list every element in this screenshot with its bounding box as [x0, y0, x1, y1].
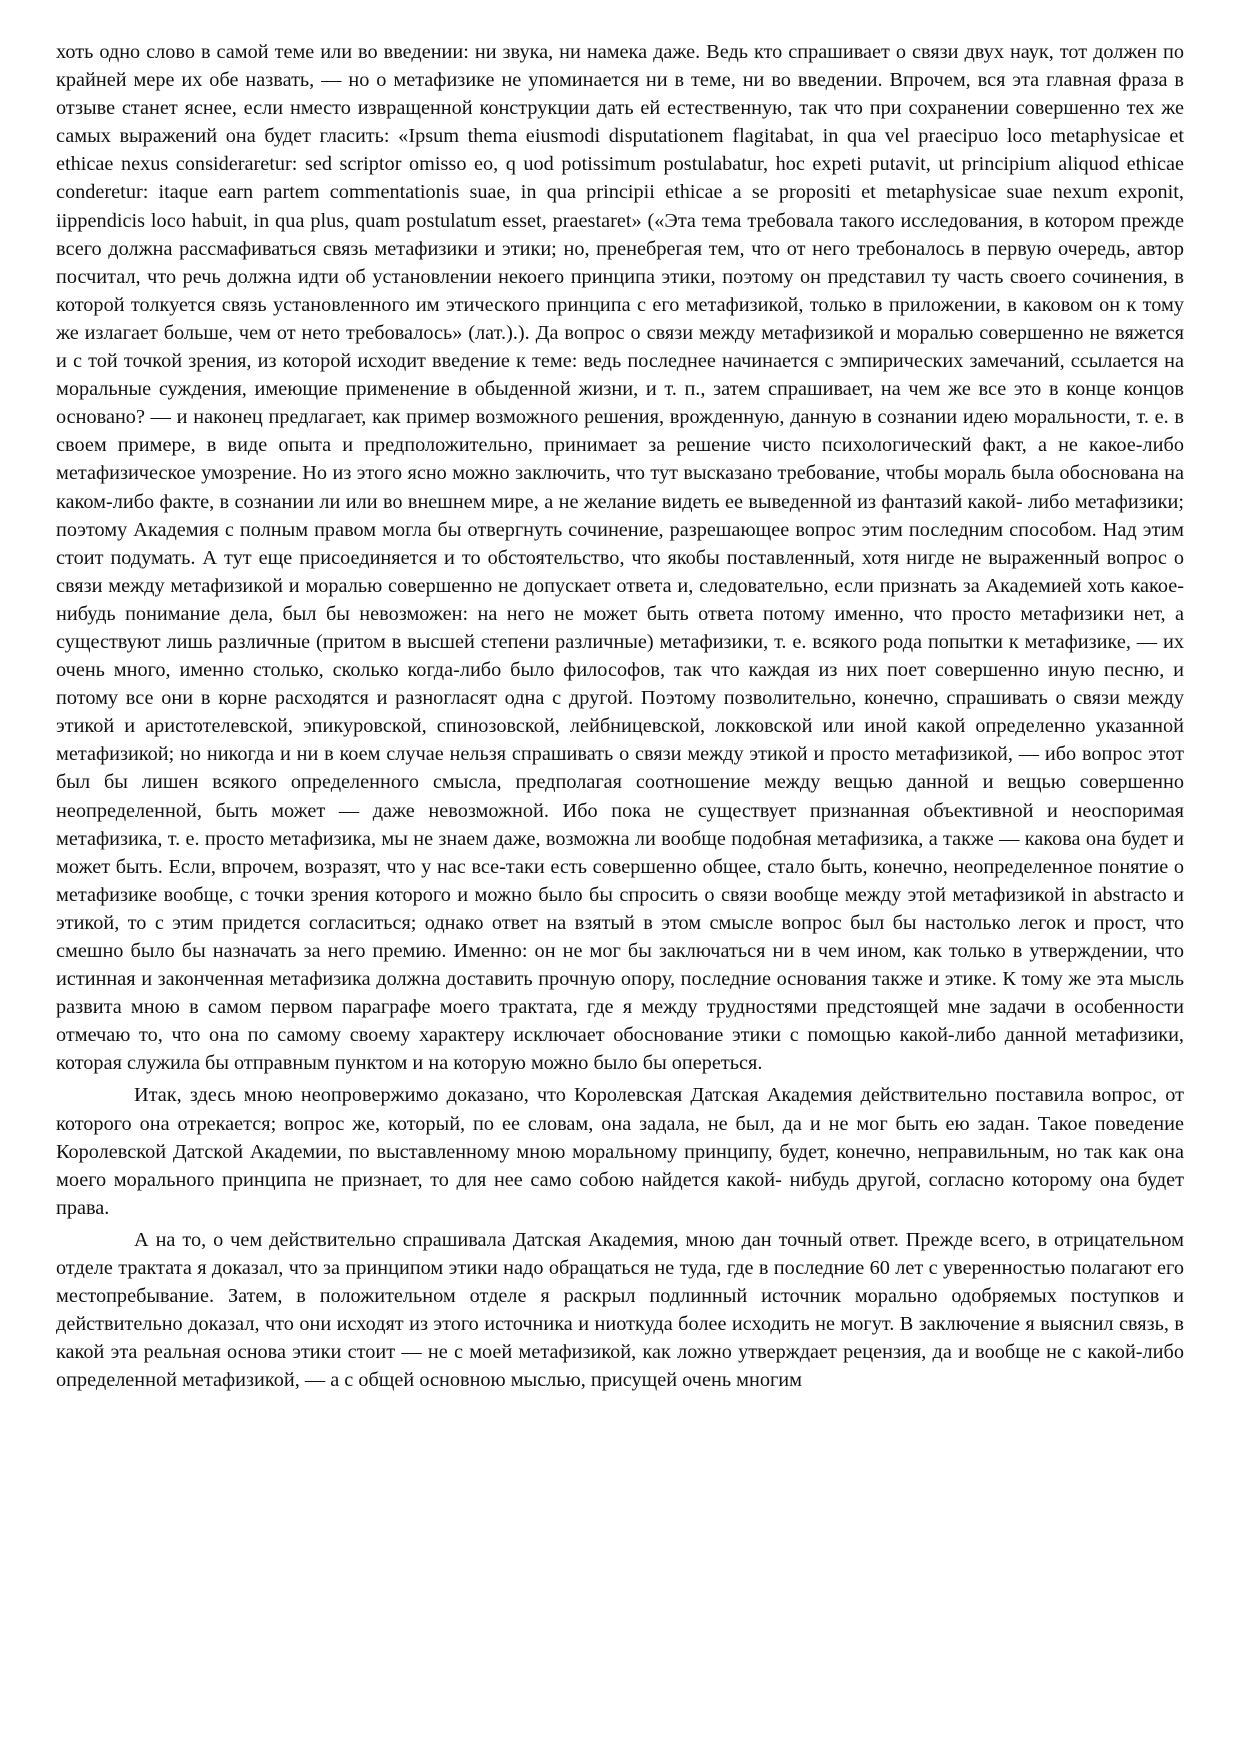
- document-page: [56, 38, 1184, 1395]
- paragraph-2: Итак, здесь мною неопровержимо доказано, что Королевская Датская Академия действительно поставила вопрос, от которого она отрекается; вопрос же, который, по ее словам, она задала, не был, да и не мог быть ею задан. Такое поведение Королевской Датской Академии, по выставленному мною моральному принципу, будет, конечно, неправильным, но так как она моего морального принципа не признает, то для нее само собою найдется какой- нибудь другой, согласно которому она будет права.: [56, 1084, 1184, 1219]
- paragraph-1: хоть одно слово в самой теме или во введении: ни звука, ни намека даже. Ведь кто спрашивает о связи двух наук, тот должен по крайней мере их обе назвать, — но о метафизике не упоминается ни в теме, ни во введении. Впрочем, вся эта главная фраза в отзыве станет яснее, если нместо извращенной конструкции дать ей естественную, так что при сохранении совершенно тех же самых выражений она будет гласить: «Ipsum thema eiusmodi disputationem flagitabat, in qua vel praecipuo loco metaphysicae et ethicae nexus consideraretur: sed scriptor omisso eo, q uod potissimum postulabatur, hoc expeti putavit, ut principium aliquod ethicae conderetur: itaque earn partem commentationis suae, in qua principii ethicae a se propositi et metaphysicae suae nexum exponit, iippendicis loco habuit, in qua plus, quam postulatum esset, praestaret» («Эта тема требовала такого исследования, в котором прежде всего должна рассмафиваться связь метафизики и этики; но, пренебрегая тем, что от него требоналось в первую очередь, автор посчитал, что речь должна идти об установлении некоего принципа этики, поэтому он представил ту часть своего сочинения, в которой толкуется связь установленного им этического принципа с его метафизикой, только в приложении, в каковом он к тому же излагает больше, чем от нето требовалось» (лат.).). Да вопрос о связи между метафизикой и моралью совершенно не вяжется и с той точкой зрения, из которой исходит введение к теме: ведь последнее начинается с эмпирических замечаний, ссылается на моральные суждения, имеющие применение в обыденной жизни, и т. п., затем спрашивает, на чем же все это в конце концов основано? — и наконец предлагает, как пример возможного решения, врожденную, данную в сознании идею моральности, т. е. в своем примере, в виде опыта и предположительно, принимает за решение чисто психологический факт, а не какое-либо метафизическое умозрение. Но из этого ясно можно заключить, что тут высказано требование, чтобы мораль была обоснована на каком-либо факте, в сознании ли или во внешнем мире, а не желание видеть ее выведенной из фантазий какой- либо метафизики; поэтому Академия с полным правом могла бы отвергнуть сочинение, разрешающее вопрос этим последним способом. Над этим стоит подумать. А тут еще присоединяется и то обстоятельство, что якобы поставленный, хотя нигде не выраженный вопрос о связи между метафизикой и моралью совершенно не допускает ответа и, следовательно, если признать за Академией хоть какое-нибудь понимание дела, был бы невозможен: на него не может быть ответа потому именно, что просто метафизики нет, а существуют лишь различные (притом в высшей степени различные) метафизики, т. е. всякого рода попытки к метафизике, — их очень много, именно столько, сколько когда-либо было философов, так что каждая из них поет совершенно иную песню, и потому все они в корне расходятся и разногласят одна с другой. Поэтому позволительно, конечно, спрашивать о связи между этикой и аристотелевской, эпикуровской, спинозовской, лейбницевской, локковской или иной какой определенно указанной метафизикой; но никогда и ни в коем случае нельзя спрашивать о связи между этикой и просто метафизикой, — ибо вопрос этот был бы лишен всякого определенного смысла, предполагая соотношение между вещью данной и вещью совершенно неопределенной, быть может — даже невозможной. Ибо пока не существует признанная объективной и неоспоримая метафизика, т. е. просто метафизика, мы не знаем даже, возможна ли вообще подобная метафизика, а также — какова она будет и может быть. Если, впрочем, возразят, что у нас все-таки есть совершенно общее, стало быть, конечно, неопределенное понятие о метафизике вообще, с точки зрения которого и можно было бы спросить о связи вообще между этой метафизикой in abstracto и этикой, то с этим придется согласиться; однако ответ на взятый в этом смысле вопрос был бы настолько легок и прост, что смешно было бы назначать за него премию. Именно: он не мог бы заключаться ни в чем ином, как только в утверждении, что истинная и законченная метафизика должна доставить прочную опору, последние основания также и этике. К тому же эта мысль развита мною в самом первом параграфе моего трактата, где я между трудностями предстоящей мне задачи в особенности отмечаю то, что она по самому своему характеру исключает обоснование этики с помощью какой-либо данной метафизики, которая служила бы отправным пунктом и на которую можно было бы опереться.: [56, 41, 1184, 1075]
- paragraph-3: А на то, о чем действительно спрашивала Датская Академия, мною дан точный ответ. Прежде всего, в отрицательном отделе трактата я доказал, что за принципом этики надо обращаться не туда, где в последние 60 лет с уверенностью полагают его местопребывание. Затем, в положительном отделе я раскрыл подлинный источник морально одобряемых поступков и действительно доказал, что они исходят из этого источника и ниоткуда более исходить не могут. В заключение я выяснил связь, в какой эта реальная основа этики стоит — не с моей метафизикой, как ложно утверждает рецензия, да и вообще не с какой-либо определенной метафизикой, — а с общей основною мыслью, присущей очень многим: [56, 1228, 1184, 1392]
